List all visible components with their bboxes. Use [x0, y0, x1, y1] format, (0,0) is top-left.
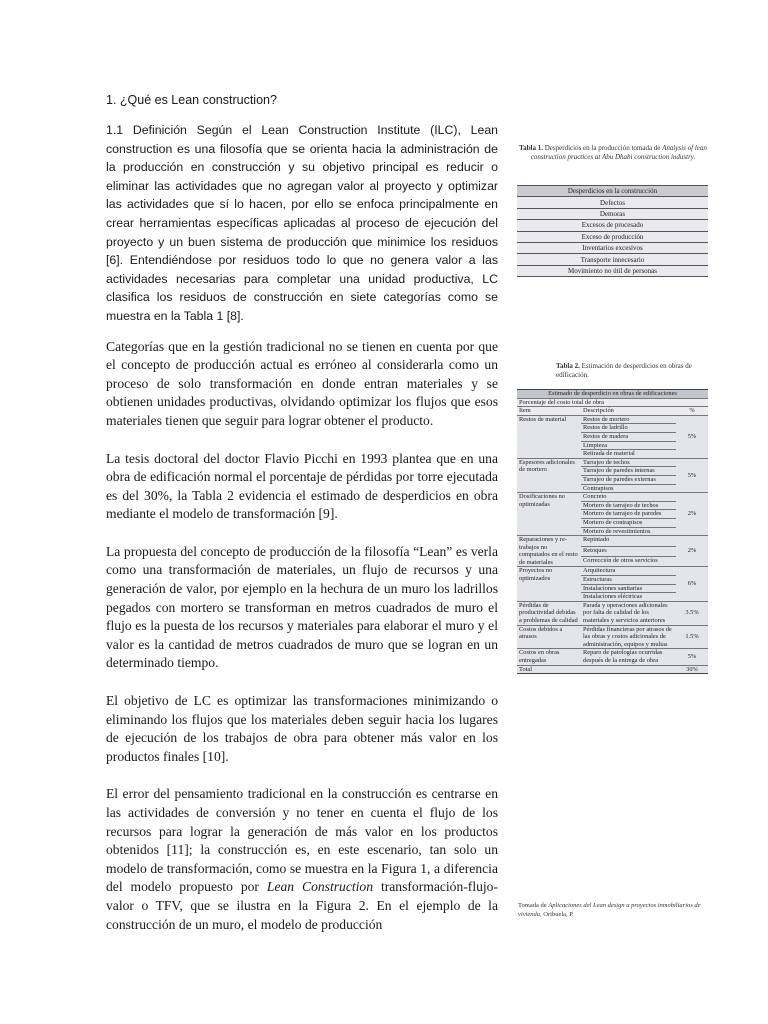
table2-total-label: Total: [517, 665, 676, 674]
table1-row: [517, 220, 708, 231]
table2-description-cell: Retoques: [581, 546, 676, 556]
table2-description-cell: Retirada de material: [581, 450, 676, 459]
table2-description-cell: Mortero de revestimientos: [581, 527, 676, 536]
table2-percent-cell: 2%: [676, 493, 708, 536]
table1-row: [517, 197, 708, 208]
table2-description-cell: Mortero de tarrajeo de paredes: [581, 510, 676, 519]
table2-description-cell: Concreto: [581, 493, 676, 502]
table2-col-item: Ítem: [517, 407, 581, 416]
table2-description-cell: Arquitectura: [581, 567, 676, 576]
table1-header-row: [517, 186, 708, 197]
table2-percent-cell: 6%: [676, 567, 708, 601]
table1-cell: Movimiento no útil de personas: [517, 265, 708, 276]
table1-cell: Demoras: [517, 208, 708, 219]
table2-row: [517, 458, 708, 467]
table1-row: [517, 265, 708, 276]
table2-row: [517, 625, 708, 649]
table2-item-cell: Proyectos no optimizados: [517, 567, 581, 601]
table2-description-cell: Repintado: [581, 536, 676, 546]
table2-description-cell: Instalaciones sanitarias: [581, 584, 676, 593]
table1-row: [517, 254, 708, 265]
table2-total-percent: 30%: [676, 665, 708, 674]
table1-cell: Exceso de producción: [517, 231, 708, 242]
table1-caption: Tabla 1. Desperdicios en la producción tomada de Analysis of lean construction practices at Abu Dhabi construction industry.: [519, 144, 707, 161]
table2-description-cell: Restos de ladrillo: [581, 424, 676, 433]
table2-header: Estimado de desperdicio en obras de edificaciones: [517, 390, 708, 399]
table2-description-cell: Mortero de contrapisos: [581, 518, 676, 527]
table2-item-cell: Costos debidos a atrasos: [517, 625, 581, 649]
table2-item-cell: Costos en obras entregadas: [517, 649, 581, 665]
table2-description-cell: Limpieza: [581, 441, 676, 450]
table2-row: [517, 415, 708, 424]
table2-description-cell: Mortero de tarrajeo de techos: [581, 501, 676, 510]
table2-column-header-row: [517, 407, 708, 416]
table2-row: [517, 567, 708, 576]
table2-description-cell: Tarrajeo de paredes externas: [581, 475, 676, 484]
table2-description-cell: Restos de mortero: [581, 415, 676, 424]
table1-cell: Defectos: [517, 197, 708, 208]
table2-item-cell: Reparaciones y re-trabajos no computados en el resto de materiales: [517, 536, 581, 567]
table1-row: [517, 242, 708, 253]
section-heading: 1. ¿Qué es Lean construction?: [106, 93, 277, 107]
table2-description-cell: Corrección de otros servicios: [581, 557, 676, 567]
table2-total-row: [517, 665, 708, 674]
table2-description-cell: Estructuras: [581, 576, 676, 585]
table2-row: [517, 493, 708, 502]
table1-header: Desperdicios en la construcción: [517, 186, 708, 197]
table2-item-cell: Restos de material: [517, 415, 581, 458]
paragraph-traditional-error: El error del pensamiento tradicional en la construcción es centrarse en las actividades de conversión y no tener en cuenta el flujo de los recursos para lograr la generación de más valor en los productos obtenidos [11]; la construcción es, en este escenario, tan solo un modelo de transformación, como se muestra en la Figura 1, a diferencia del modelo propuesto por Lean Construction transformación-flujo-valor o TFV, que se ilustra en la Figura 2. En el ejemplo de la construcción de un muro, el modelo de producción: [106, 786, 498, 932]
table2-row: [517, 649, 708, 665]
table2-description-cell: Contrapisos: [581, 484, 676, 493]
table1-row: [517, 208, 708, 219]
paragraph-picchi-thesis: La tesis doctoral del doctor Flavio Picchi en 1993 plantea que en una obra de edificación normal el porcentaje de pérdidas por torre ejecutada es del 30%, la Tabla 2 evidencia el estimado de desperdicios en obra mediante el modelo de transformación [9].: [106, 450, 498, 522]
main-text-column: [106, 92, 498, 953]
table2-item-cell: Pérdidas de productividad debidas a problemas de calidad: [517, 601, 581, 625]
table2-description-cell: Tarrajeo de techos: [581, 458, 676, 467]
table2-col-description: Descripción: [581, 407, 676, 416]
table2-percent-cell: 5%: [676, 649, 708, 665]
paragraph-definition: 1.1 Definición Según el Lean Construction Institute (ILC), Lean construction es una filosofía que se orienta hacia la administración de la producción en construcción y su objetivo principal es reducir o eliminar las actividades que no agregan valor al proyecto y optimizar las actividades que sí lo hacen, por ello se enfoca principalmente en crear herramientas específicas aplicadas al proceso de ejecución del proyecto y un buen sistema de producción que minimice los residuos [6]. Entendiéndose por residuos todo lo que no genera valor a las actividades necesarias para completar una unidad productiva, LC clasifica los residuos de construcción en siete categorías como se muestra en la Tabla 1 [8].: [106, 123, 498, 323]
table2-description-cell: Restos de madera: [581, 432, 676, 441]
table2-item-cell: Dosificaciones no optimizadas: [517, 493, 581, 536]
table2-percent-cell: 5%: [676, 415, 708, 458]
paragraph-lean-proposal: La propuesta del concepto de producción de la filosofía “Lean” es verla como una transformación de materiales, un flujo de recursos y una generación de valor, por ejemplo en la hechura de un muro los ladrillos pegados con mortero se transforman en metros cuadrados de muro el flujo es la puesta de los recursos y materiales para elaborar el muro y el valor es la cantidad de metros cuadrados de muro que se logran en un determinado tiempo.: [106, 543, 498, 671]
table1-waste-categories: [517, 185, 708, 277]
table2-percent-cell: 2%: [676, 536, 708, 567]
table1-cell: Transporte innecesario: [517, 254, 708, 265]
table2-col-percent: %: [676, 407, 708, 416]
table2-description-cell: Pérdidas financieras por atrasos de las obras y costos adicionales de administración, equipos y multas: [581, 625, 676, 649]
table2-percent-cell: 5%: [676, 458, 708, 492]
table1-cell: Excesos de procesado: [517, 220, 708, 231]
table2-row: [517, 536, 708, 546]
table2-row: [517, 601, 708, 625]
table2-item-cell: Espesores adicionales de mortero: [517, 458, 581, 492]
table2-caption: Tabla 2. Estimación de desperdicios en obras de edificación.: [556, 362, 692, 379]
table2-footer-source: Tomada de Aplicaciones del Lean design a proyectos inmobiliarios de vivienda, Oribuela, P.: [518, 902, 701, 918]
paragraph-lc-objective: El objetivo de LC es optimizar las transformaciones minimizando o eliminando los flujos que los materiales deben seguir hacia los lugares de ejecución de los trabajos de obra para obtener más valor en los productos finales [10].: [106, 693, 498, 764]
table2-subheader-row: [517, 398, 708, 407]
table2-description-cell: Reparo de patologías ocurridas después de la entrega de obra: [581, 649, 676, 665]
paragraph-categories: Categorías que en la gestión tradicional no se tienen en cuenta por que el concepto de producción actual es erróneo al considerarla como un proceso de solo transformación en donde entran materiales y se obtienen unidades productivas, olvidando optimizar los flujos que esos materiales tienen que seguir para lograr obtener el producto.: [106, 338, 498, 428]
table2-header-row: [517, 390, 708, 399]
table2-description-cell: Tarrajeo de paredes internas: [581, 467, 676, 476]
table1-cell: Inventarios excesivos: [517, 242, 708, 253]
table2-percent-cell: 3.5%: [676, 601, 708, 625]
table1-row: [517, 231, 708, 242]
table2-percent-cell: 1.5%: [676, 625, 708, 649]
table2-subheader: Porcentaje del costo total de obra: [517, 398, 708, 407]
table2-waste-estimate: [517, 389, 708, 674]
table2-description-cell: Instalaciones eléctricas: [581, 593, 676, 602]
table2-description-cell: Parada y operaciones adicionales por falta de calidad de los materiales y servicios anteriores: [581, 601, 676, 625]
